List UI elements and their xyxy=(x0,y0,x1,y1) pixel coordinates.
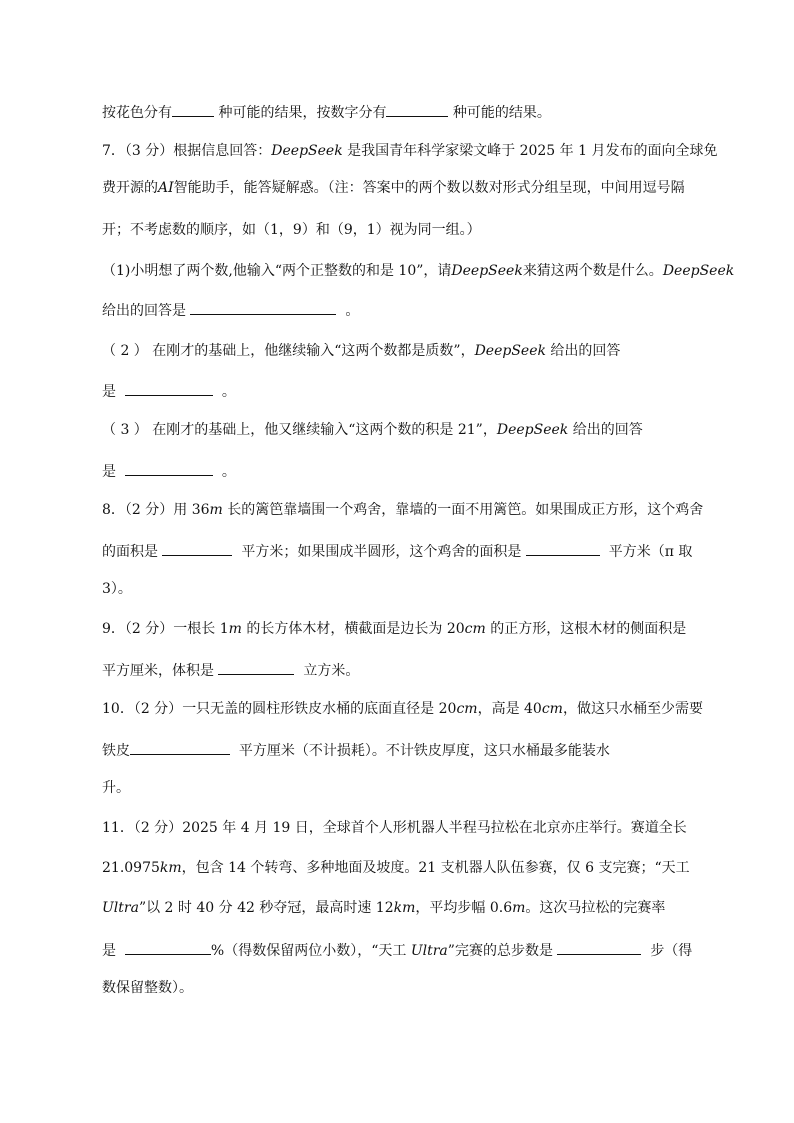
text: 的长方体木材，横截面是边长为 20 xyxy=(241,621,465,637)
text: 用 36 xyxy=(173,502,210,518)
text: 一只无盖的圆柱形铁皮水桶的底面直径是 20 xyxy=(182,701,457,717)
q7-part1-line2 xyxy=(102,299,712,321)
answer-blank-4[interactable] xyxy=(125,380,213,396)
q11-line5: 数保留整数）。 xyxy=(102,980,193,996)
text: 。 xyxy=(345,303,360,319)
q7-part1-line1 xyxy=(102,261,735,281)
text: 。 xyxy=(221,384,236,400)
q8-line1 xyxy=(102,500,712,520)
answer-blank-3[interactable] xyxy=(190,299,336,315)
unit-km: km xyxy=(159,860,182,876)
text: 。这次马拉松的完赛率 xyxy=(525,900,666,916)
question-number: 10． xyxy=(102,701,134,717)
answer-blank-7[interactable] xyxy=(526,540,600,556)
answer-blank-6[interactable] xyxy=(162,540,232,556)
q11-line4 xyxy=(102,939,712,961)
q9-line2 xyxy=(102,659,712,681)
text: 21.0975 xyxy=(102,860,160,876)
text: 根据信息回答： xyxy=(173,143,272,159)
q7-part3-line2 xyxy=(102,460,712,482)
text: 来猜这两个数是什么。 xyxy=(522,263,663,279)
deepseek-term: DeepSeek xyxy=(496,422,569,438)
text: 。 xyxy=(221,464,236,480)
text: 种可能的结果，按数字分有 xyxy=(218,105,387,121)
q10-line2 xyxy=(102,739,712,761)
text: （ 2 ） 在刚才的基础上，他继续输入“这两个数都是质数”， xyxy=(102,343,475,359)
text: 平方米；如果围成半圆形，这个鸡舍的面积是 xyxy=(241,544,522,560)
text: ，做这只水桶至少需要 xyxy=(562,701,703,717)
answer-blank-11[interactable] xyxy=(557,939,641,955)
text: （1)小明想了两个数,他输入“两个正整数的和是 10”，请 xyxy=(102,263,452,279)
text: 是 xyxy=(102,943,116,959)
text: ，高是 40 xyxy=(477,701,542,717)
text: 平方厘米（不计损耗）。不计铁皮厚度，这只水桶最多能装水 xyxy=(238,743,610,759)
text: 按花色分有 xyxy=(102,105,172,121)
ultra-term: Ultra xyxy=(102,900,139,916)
unit-m: m xyxy=(209,502,223,518)
q6-line xyxy=(102,101,712,123)
text: 是 xyxy=(102,384,116,400)
q9-line1 xyxy=(102,619,712,639)
text: 费开源的 xyxy=(102,180,158,196)
unit-cm: cm xyxy=(456,701,478,717)
text: %（得数保留两位小数），“天工 xyxy=(210,943,411,959)
q7-line3: 开；不考虑数的顺序，如（1，9）和（9，1）视为同一组。） xyxy=(102,222,481,238)
q11-line1 xyxy=(102,818,712,838)
q8-line3: 3）。 xyxy=(102,581,132,597)
q10-line3: 升。 xyxy=(102,780,130,796)
q8-line2 xyxy=(102,540,712,562)
answer-blank-10[interactable] xyxy=(125,939,211,955)
answer-blank-2[interactable] xyxy=(386,101,448,117)
question-score: （2 分） xyxy=(133,820,183,836)
question-score: （2 分） xyxy=(133,701,183,717)
question-number: 7． xyxy=(102,143,125,159)
deepseek-term: DeepSeek xyxy=(271,143,343,159)
question-number: 11． xyxy=(102,820,134,836)
text: 平方厘米，体积是 xyxy=(102,663,214,679)
text: ”以 2 时 40 分 42 秒夺冠，最高时速 12 xyxy=(138,900,394,916)
question-number: 8． xyxy=(102,502,125,518)
text: 给出的回答 xyxy=(568,422,643,438)
answer-blank-8[interactable] xyxy=(218,659,294,675)
text: 给出的回答是 xyxy=(102,303,186,319)
answer-blank-5[interactable] xyxy=(125,460,213,476)
q7-part3-line1 xyxy=(102,420,712,440)
text: 一根长 1 xyxy=(173,621,229,637)
q7-line1 xyxy=(102,141,718,161)
answer-blank-1[interactable] xyxy=(172,101,214,117)
ai-term: AI xyxy=(158,180,174,196)
q11-line3 xyxy=(102,898,712,918)
text: ，包含 14 个转弯、多种地面及坡度。21 支机器人队伍参赛，仅 6 支完赛；“天工 xyxy=(181,860,690,876)
deepseek-term: DeepSeek xyxy=(474,343,546,359)
text: ”完赛的总步数是 xyxy=(447,943,553,959)
text: 智能助手，能答疑解惑。（注：答案中的两个数以数对形式分组呈现，中间用逗号隔 xyxy=(173,180,685,196)
text: 是我国青年科学家梁文峰于 2025 年 1 月发布的面向全球免 xyxy=(342,143,718,159)
question-score: （2 分） xyxy=(124,621,174,637)
text: 步（得 xyxy=(650,943,693,959)
text: 立方米。 xyxy=(303,663,360,679)
ultra-term: Ultra xyxy=(410,943,448,959)
text: 长的篱笆靠墙围一个鸡舍，靠墙的一面不用篱笆。如果围成正方形，这个鸡舍 xyxy=(222,502,704,518)
question-score: （2 分） xyxy=(124,502,174,518)
text: 平方米（π 取 xyxy=(608,544,693,560)
text: 种可能的结果。 xyxy=(452,105,551,121)
text: 的正方形，这根木材的侧面积是 xyxy=(485,621,687,637)
answer-blank-9[interactable] xyxy=(130,739,230,755)
q7-part2-line2 xyxy=(102,380,712,402)
text: 铁皮 xyxy=(102,743,130,759)
q7-line2 xyxy=(102,178,712,198)
text: ，平均步幅 0.6 xyxy=(415,900,513,916)
unit-m: m xyxy=(512,900,526,916)
deepseek-term: DeepSeek xyxy=(662,263,735,279)
q11-line2 xyxy=(102,858,712,878)
unit-cm: cm xyxy=(541,701,563,717)
text: 给出的回答 xyxy=(545,343,621,359)
unit-m: m xyxy=(228,621,242,637)
question-number: 9． xyxy=(102,621,125,637)
q10-line1 xyxy=(102,699,712,719)
unit-cm: cm xyxy=(464,621,486,637)
text: 的面积是 xyxy=(102,544,158,560)
q7-part2-line1 xyxy=(102,341,712,361)
text: （ 3 ） 在刚才的基础上，他又继续输入“这两个数的积是 21”， xyxy=(102,422,497,438)
unit-km: km xyxy=(393,900,416,916)
question-score: （3 分） xyxy=(124,143,174,159)
deepseek-term: DeepSeek xyxy=(451,263,523,279)
text: 是 xyxy=(102,464,116,480)
text: 2025 年 4 月 19 日，全球首个人形机器人半程马拉松在北京亦庄举行。赛道全长 xyxy=(182,820,687,836)
